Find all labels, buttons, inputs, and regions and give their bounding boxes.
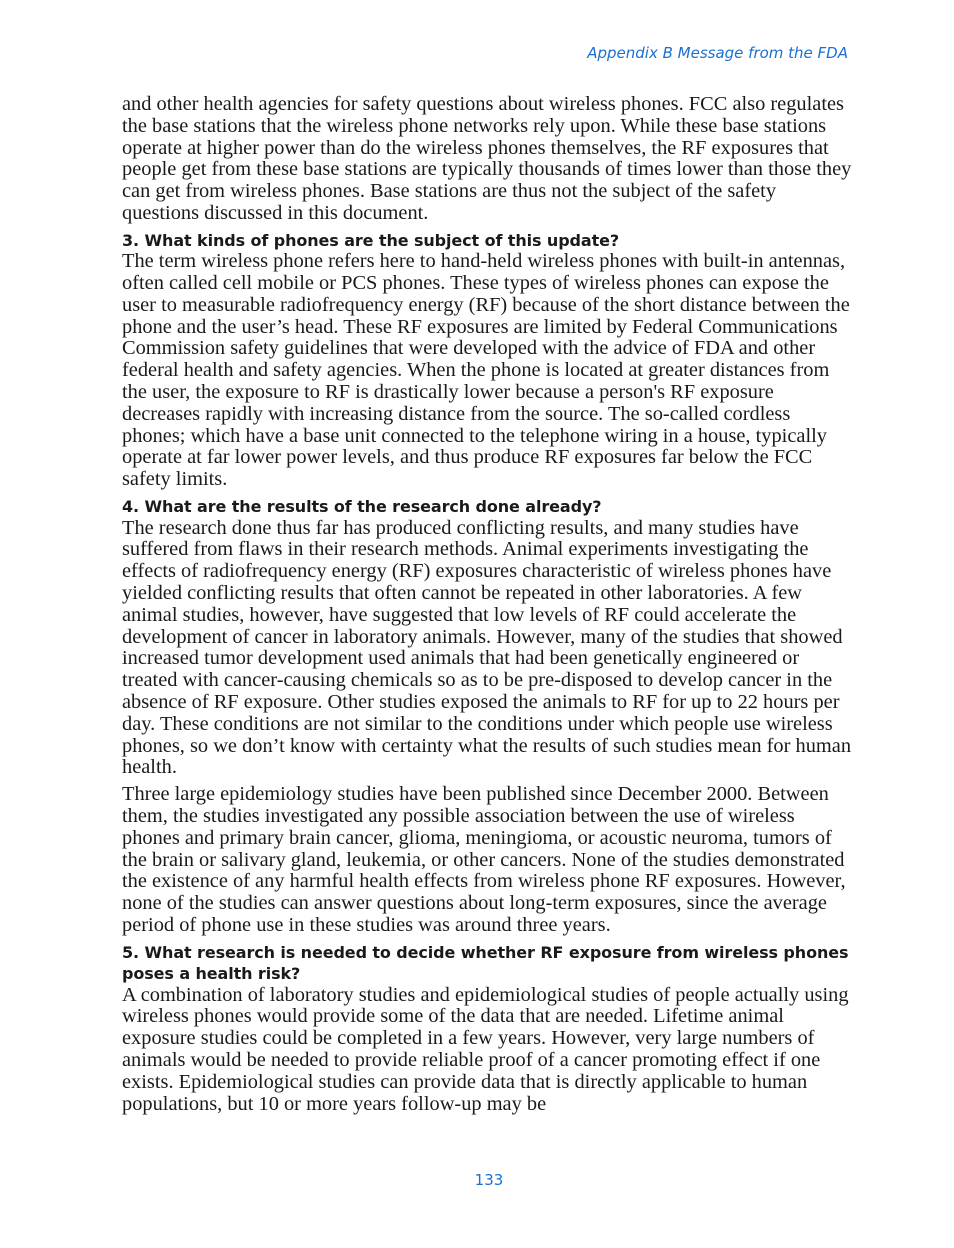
page-number: 133 bbox=[474, 1171, 504, 1189]
page-body bbox=[122, 94, 854, 1120]
section-4 bbox=[122, 496, 854, 937]
section-4-heading: 4. What are the results of the research done already? bbox=[122, 497, 602, 517]
running-header: Appendix B Message from the FDA bbox=[587, 44, 848, 62]
section-4-paragraph-2: Three large epidemiology studies have been published since December 2000. Between them, the studies investigated any possible association between the use of wireless phones and primary brain cancer, glioma, meningioma, or acoustic neuroma, tumors of the brain or salivary gland, leukemia, or other cancers. None of the studies demonstrated the existence of any harmful health effects from wireless phone RF exposures. However, none of the studies can answer questions about long-term exposures, since the average period of phone use in these studies was around three years. bbox=[122, 783, 846, 936]
section-4-paragraph-1: The research done thus far has produced conflicting results, and many studies have suffered from flaws in their research methods. Animal experiments investigating the effects of radiofrequency energy (RF) exposures characteristic of wireless phones have yielded conflicting results that often cannot be repeated in other laboratories. A few animal studies, however, have suggested that low levels of RF could accelerate the development of cancer in laboratory animals. However, many of the studies that showed increased tumor development used animals that had been genetically engineered or treated with cancer-causing chemicals so as to be pre-disposed to develop cancer in the absence of RF exposure. Other studies exposed the animals to RF for up to 22 hours per day. These conditions are not similar to the conditions under which people use wireless phones, so we don’t know with certainty what the results of such studies mean for human health. bbox=[122, 516, 852, 779]
section-3-heading: 3. What kinds of phones are the subject of this update? bbox=[122, 230, 620, 250]
intro-paragraph: and other health agencies for safety questions about wireless phones. FCC also regulates the base stations that the wireless phone networks rely upon. While these base stations operate at higher power than do the wireless phones themselves, the RF exposures that people get from these base stations are typically thousands of times lower than those they can get from wireless phones. Base stations are thus not the subject of the safety questions discussed in this document. bbox=[122, 93, 852, 224]
section-5-heading: 5. What research is needed to decide whether RF exposure from wireless phones poses a health risk? bbox=[122, 942, 849, 984]
section-3-paragraph-1: The term wireless phone refers here to hand-held wireless phones with built-in antennas, often called cell mobile or PCS phones. These types of wireless phones can expose the user to measurable radiofrequency energy (RF) because of the short distance between the phone and the user’s head. These RF exposures are limited by Federal Communications Commission safety guidelines that were developed with the advice of FDA and other federal health and safety agencies. When the phone is located at greater distances from the user, the exposure to RF is drastically lower because a person's RF exposure decreases rapidly with increasing distance from the source. The so-called cordless phones; which have a base unit connected to the telephone wiring in a house, typically operate at far lower power levels, and thus produce RF exposures far below the FCC safety limits. bbox=[122, 250, 850, 491]
section-5-paragraph-1: A combination of laboratory studies and epidemiological studies of people actually using wireless phones would provide some of the data that are needed. Lifetime animal exposure studies could be completed in a few years. However, very large numbers of animals would be needed to provide reliable proof of a cancer promoting effect if one exists. Epidemiological studies can provide data that is directly applicable to human populations, but 10 or more years follow-up may be bbox=[122, 983, 849, 1115]
section-3 bbox=[122, 230, 854, 491]
section-5 bbox=[122, 942, 854, 1116]
